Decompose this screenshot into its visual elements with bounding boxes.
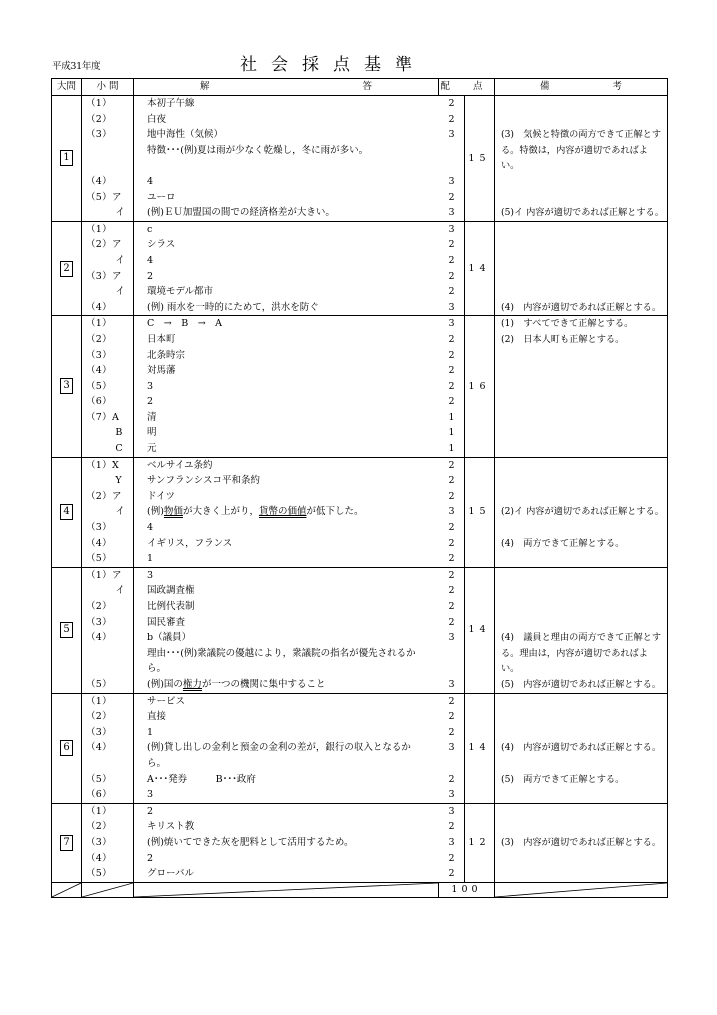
answer: 3 bbox=[147, 569, 154, 581]
year-label: 平成31年度 bbox=[52, 61, 101, 72]
table-row bbox=[52, 835, 668, 851]
answer: 4 bbox=[147, 175, 154, 187]
remark bbox=[495, 803, 668, 819]
answer: 2 bbox=[147, 270, 154, 282]
underlined-term: 権力 bbox=[182, 678, 202, 690]
answer: (例) 雨水を一時的にためて，洪水を防ぐ bbox=[134, 300, 439, 316]
remark bbox=[495, 709, 668, 725]
points: 2 bbox=[439, 551, 465, 567]
sub-question: （2）ア bbox=[82, 489, 134, 505]
sub-question: （6） bbox=[82, 394, 134, 410]
points: 3 bbox=[439, 127, 465, 143]
table-row bbox=[52, 174, 668, 190]
answer: b（議員） bbox=[147, 632, 192, 644]
points: 3 bbox=[439, 835, 465, 851]
remark bbox=[495, 851, 668, 867]
answer: 明 bbox=[147, 427, 157, 439]
question-group-number bbox=[52, 96, 82, 222]
answer: c bbox=[147, 223, 153, 235]
table-row bbox=[52, 284, 668, 300]
answer-text: (例) bbox=[147, 506, 164, 518]
group-total: 12 bbox=[465, 803, 495, 882]
points: 2 bbox=[439, 237, 465, 253]
sub-question: イ bbox=[82, 253, 134, 269]
table-row bbox=[52, 819, 668, 835]
answer: ドイツ bbox=[147, 490, 176, 502]
table-row bbox=[52, 316, 668, 332]
sub-question: （7）A bbox=[82, 410, 134, 426]
remark bbox=[495, 425, 668, 441]
points: 2 bbox=[439, 772, 465, 788]
points: 2 bbox=[439, 583, 465, 599]
remark: (4) 議員と理由の両方できて正解とする。理由は，内容が適切であればよい。 bbox=[495, 630, 668, 677]
answer: 清 bbox=[147, 411, 157, 423]
answer: サンフランシスコ平和条約 bbox=[147, 475, 261, 487]
points: 2 bbox=[439, 489, 465, 505]
group-total: 15 bbox=[465, 457, 495, 567]
table-row bbox=[52, 866, 668, 882]
answer: 元 bbox=[134, 441, 439, 457]
remark bbox=[495, 284, 668, 300]
sub-question: （2） bbox=[82, 332, 134, 348]
group-total: 14 bbox=[465, 221, 495, 316]
answer: (例)ＥＵ加盟国の間での経済格差が大きい。 bbox=[134, 205, 439, 221]
remark bbox=[495, 551, 668, 567]
answer: 3 bbox=[134, 787, 439, 803]
sub-question: （4） bbox=[82, 174, 134, 190]
table-row bbox=[52, 190, 668, 206]
points bbox=[439, 158, 465, 174]
points: 3 bbox=[439, 316, 465, 332]
remark: (2) 日本人町も正解とする。 bbox=[495, 332, 668, 348]
table-row bbox=[52, 709, 668, 725]
question-number-box: 4 bbox=[60, 504, 73, 520]
answer: 1 bbox=[134, 551, 439, 567]
sub-question bbox=[82, 143, 134, 159]
sub-question: B bbox=[82, 425, 134, 441]
remark bbox=[495, 725, 668, 741]
answer: (例)焼いてできた灰を肥料として活用するため。 bbox=[147, 836, 354, 848]
points bbox=[439, 143, 465, 159]
table-row bbox=[52, 787, 668, 803]
remark bbox=[495, 866, 668, 882]
sub-question: （1）ア bbox=[82, 567, 134, 583]
header-sho: 小 問 bbox=[82, 79, 134, 96]
table-row bbox=[52, 205, 668, 221]
answer: 白夜 bbox=[147, 113, 167, 125]
answer: 特徴･･･(例)夏は雨が少なく乾燥し，冬に雨が多い。 bbox=[147, 144, 369, 156]
points: 2 bbox=[439, 709, 465, 725]
answer: 3 bbox=[147, 380, 154, 392]
table-row bbox=[52, 269, 668, 285]
answer: 2 bbox=[147, 396, 154, 408]
points: 2 bbox=[439, 819, 465, 835]
remark: (1) すべてできて正解とする。 bbox=[495, 316, 668, 332]
sub-question bbox=[82, 646, 134, 662]
group-total: 14 bbox=[465, 567, 495, 693]
answer: 国民審査 bbox=[147, 616, 186, 628]
remark bbox=[495, 410, 668, 426]
group-total: 15 bbox=[465, 96, 495, 222]
sub-question bbox=[82, 158, 134, 174]
sub-question: （5） bbox=[82, 866, 134, 882]
answer: 4 bbox=[147, 254, 154, 266]
answer: サービス bbox=[147, 695, 186, 707]
summary-blank-ans bbox=[134, 882, 439, 897]
question-group-number bbox=[52, 803, 82, 882]
header-row bbox=[52, 79, 668, 96]
answer: ユーロ bbox=[147, 191, 176, 203]
sub-question: （3） bbox=[82, 835, 134, 851]
question-number-box: 6 bbox=[60, 740, 73, 756]
points: 2 bbox=[439, 269, 465, 285]
header-rem: 備 考 bbox=[495, 79, 668, 96]
table-row bbox=[52, 96, 668, 112]
answer: シラス bbox=[147, 239, 176, 251]
answer: 環境モデル都市 bbox=[147, 286, 214, 298]
remark: (2)イ 内容が適切であれば正解とする。 bbox=[495, 504, 668, 520]
remark bbox=[495, 190, 668, 206]
points: 3 bbox=[439, 300, 465, 316]
answer bbox=[134, 677, 439, 693]
header-pts: 配 点 bbox=[439, 79, 495, 96]
question-group-number bbox=[52, 221, 82, 316]
points: 2 bbox=[439, 866, 465, 882]
sub-question: （4） bbox=[82, 300, 134, 316]
remark bbox=[495, 253, 668, 269]
answer-text: が一つの機関に集中すること bbox=[201, 678, 326, 690]
points: 2 bbox=[439, 693, 465, 709]
table-row bbox=[52, 112, 668, 128]
points: 3 bbox=[439, 787, 465, 803]
table-row bbox=[52, 740, 668, 756]
points: 2 bbox=[439, 599, 465, 615]
answer bbox=[134, 504, 439, 520]
page-title: 社会採点基準 bbox=[240, 55, 426, 75]
points: 2 bbox=[439, 567, 465, 583]
sub-question: （2） bbox=[82, 819, 134, 835]
sub-question: （4） bbox=[82, 536, 134, 552]
table-row bbox=[52, 237, 668, 253]
remark: (5) 内容が適切であれば正解とする。 bbox=[495, 677, 668, 693]
points: 2 bbox=[439, 112, 465, 128]
summary-blank-sho bbox=[82, 882, 134, 897]
sub-question: （3）ア bbox=[82, 269, 134, 285]
points: 2 bbox=[439, 363, 465, 379]
sub-question: Y bbox=[82, 473, 134, 489]
table-row bbox=[52, 221, 668, 237]
points: 1 bbox=[439, 425, 465, 441]
remark: (4) 内容が適切であれば正解とする。 bbox=[495, 300, 668, 316]
summary-blank-rem bbox=[495, 882, 668, 897]
answer: 1 bbox=[147, 726, 154, 738]
answer: 地中海性（気候） bbox=[147, 129, 224, 141]
remark bbox=[495, 269, 668, 285]
remark bbox=[495, 112, 668, 128]
table-row bbox=[52, 457, 668, 473]
points: 2 bbox=[439, 96, 465, 112]
sub-question: （4） bbox=[82, 630, 134, 646]
remark: (5)イ 内容が適切であれば正解とする。 bbox=[495, 205, 668, 221]
sub-question: （3） bbox=[82, 520, 134, 536]
sub-question: （3） bbox=[82, 615, 134, 631]
remark bbox=[495, 599, 668, 615]
remark: (5) 両方できて正解とする。 bbox=[495, 772, 668, 788]
answer: C → B → A bbox=[147, 318, 223, 330]
sub-question: イ bbox=[82, 583, 134, 599]
answer-text: (例)国の bbox=[147, 678, 183, 690]
sub-question: （3） bbox=[82, 725, 134, 741]
table-row bbox=[52, 300, 668, 316]
remark bbox=[495, 615, 668, 631]
table-row bbox=[52, 630, 668, 646]
group-total: 16 bbox=[465, 316, 495, 457]
remark bbox=[495, 489, 668, 505]
answer: 本初子午線 bbox=[147, 98, 195, 109]
remark bbox=[495, 756, 668, 772]
remark: (4) 内容が適切であれば正解とする。 bbox=[495, 740, 668, 756]
sub-question: （4） bbox=[82, 363, 134, 379]
answer: ベルサイユ条約 bbox=[147, 459, 213, 471]
answer: 日本町 bbox=[147, 333, 176, 345]
remark bbox=[495, 819, 668, 835]
points bbox=[439, 661, 465, 677]
grand-total: 100 bbox=[439, 882, 495, 897]
remark bbox=[495, 693, 668, 709]
answer: イギリス，フランス bbox=[147, 537, 233, 549]
remark bbox=[495, 473, 668, 489]
remark bbox=[495, 441, 668, 457]
points: 3 bbox=[439, 221, 465, 237]
table-row bbox=[52, 599, 668, 615]
points: 2 bbox=[439, 615, 465, 631]
question-number-box: 3 bbox=[60, 378, 73, 394]
sub-question: （6） bbox=[82, 787, 134, 803]
table-row bbox=[52, 394, 668, 410]
table-row bbox=[52, 520, 668, 536]
sub-question: イ bbox=[82, 284, 134, 300]
points: 2 bbox=[439, 284, 465, 300]
points: 2 bbox=[439, 379, 465, 395]
points: 3 bbox=[439, 504, 465, 520]
table-row bbox=[52, 441, 668, 457]
table-row bbox=[52, 851, 668, 867]
table-row bbox=[52, 489, 668, 505]
points bbox=[439, 646, 465, 662]
points: 1 bbox=[439, 410, 465, 426]
sub-question: （5） bbox=[82, 379, 134, 395]
points: 2 bbox=[439, 190, 465, 206]
table-row bbox=[52, 363, 668, 379]
sub-question: （1） bbox=[82, 803, 134, 819]
summary-row bbox=[52, 882, 668, 897]
underlined-term: 貨幣の価値 bbox=[258, 506, 307, 518]
remark bbox=[495, 567, 668, 583]
points: 2 bbox=[439, 473, 465, 489]
sub-question: （2）ア bbox=[82, 237, 134, 253]
table-row bbox=[52, 725, 668, 741]
question-number-box: 1 bbox=[60, 150, 73, 166]
table-row bbox=[52, 615, 668, 631]
sub-question: （1） bbox=[82, 221, 134, 237]
points: 3 bbox=[439, 677, 465, 693]
points: 2 bbox=[439, 725, 465, 741]
sub-question: （5） bbox=[82, 772, 134, 788]
answer: 理由･･･(例)衆議院の優越により，衆議院の指名が優先されるから。 bbox=[147, 647, 416, 675]
sub-question: （4） bbox=[82, 740, 134, 756]
table-row bbox=[52, 332, 668, 348]
remark bbox=[495, 787, 668, 803]
answer: A･･･発券 B･･･政府 bbox=[147, 773, 256, 785]
group-total: 14 bbox=[465, 693, 495, 803]
remark bbox=[495, 237, 668, 253]
sub-question: （2） bbox=[82, 112, 134, 128]
points: 2 bbox=[439, 851, 465, 867]
sub-question bbox=[82, 661, 134, 677]
points: 3 bbox=[439, 740, 465, 756]
table-row bbox=[52, 379, 668, 395]
question-number-box: 7 bbox=[60, 835, 73, 851]
answer: 国政調査権 bbox=[147, 585, 195, 597]
answer: 対馬藩 bbox=[147, 365, 176, 377]
remark bbox=[495, 520, 668, 536]
sub-question: （3） bbox=[82, 348, 134, 364]
points: 2 bbox=[439, 457, 465, 473]
underlined-term: 物価 bbox=[163, 506, 183, 518]
answer: 2 bbox=[147, 805, 154, 817]
remark bbox=[495, 96, 668, 112]
answer: (例)貸し出しの金利と預金の金利の差が，銀行の収入となるから。 bbox=[147, 742, 411, 769]
remark: (3) 内容が適切であれば正解とする。 bbox=[495, 835, 668, 851]
table-row bbox=[52, 410, 668, 426]
table-row bbox=[52, 551, 668, 567]
points: 1 bbox=[439, 441, 465, 457]
answer bbox=[134, 158, 439, 174]
table-row bbox=[52, 425, 668, 441]
table-row bbox=[52, 504, 668, 520]
question-group-number bbox=[52, 693, 82, 803]
answer: 比例代表制 bbox=[147, 601, 195, 612]
remark bbox=[495, 379, 668, 395]
summary-blank-dai bbox=[52, 882, 82, 897]
sub-question: （3） bbox=[82, 127, 134, 143]
remark bbox=[495, 174, 668, 190]
answer: キリスト教 bbox=[147, 821, 195, 833]
sub-question: （4） bbox=[82, 851, 134, 867]
table-row bbox=[52, 583, 668, 599]
question-number-box: 2 bbox=[60, 261, 73, 277]
sub-question bbox=[82, 756, 134, 772]
table-row bbox=[52, 677, 668, 693]
sub-question: （5） bbox=[82, 677, 134, 693]
remark bbox=[495, 363, 668, 379]
question-group-number bbox=[52, 457, 82, 567]
answer: グローバル bbox=[134, 866, 439, 882]
remark: (3) 気候と特徴の両方できて正解とする。特徴は，内容が適切であればよい。 bbox=[495, 127, 668, 174]
grading-table bbox=[51, 78, 668, 898]
sub-question: イ bbox=[82, 205, 134, 221]
points: 2 bbox=[439, 394, 465, 410]
remark bbox=[495, 457, 668, 473]
remark: (4) 両方できて正解とする。 bbox=[495, 536, 668, 552]
sub-question: （1） bbox=[82, 693, 134, 709]
table-row bbox=[52, 693, 668, 709]
sub-question: （5）ア bbox=[82, 190, 134, 206]
table-row bbox=[52, 536, 668, 552]
sub-question: （5） bbox=[82, 551, 134, 567]
table-row bbox=[52, 567, 668, 583]
remark bbox=[495, 348, 668, 364]
table-row bbox=[52, 803, 668, 819]
answer: 2 bbox=[147, 852, 154, 864]
sub-question: （1） bbox=[82, 96, 134, 112]
sub-question: （1）X bbox=[82, 457, 134, 473]
answer-text: が低下した。 bbox=[306, 506, 364, 518]
remark bbox=[495, 394, 668, 410]
remark bbox=[495, 221, 668, 237]
question-group-number bbox=[52, 567, 82, 693]
points: 2 bbox=[439, 332, 465, 348]
remark bbox=[495, 583, 668, 599]
answer: 4 bbox=[147, 522, 154, 534]
answer: 北条時宗 bbox=[147, 349, 186, 361]
points: 2 bbox=[439, 253, 465, 269]
header-ans: 解 答 bbox=[134, 79, 439, 96]
table-row bbox=[52, 772, 668, 788]
points: 3 bbox=[439, 630, 465, 646]
sub-question: （1） bbox=[82, 316, 134, 332]
sub-question: イ bbox=[82, 504, 134, 520]
table-row bbox=[52, 253, 668, 269]
sub-question: C bbox=[82, 441, 134, 457]
table-row bbox=[52, 127, 668, 143]
points: 3 bbox=[439, 803, 465, 819]
table-row bbox=[52, 473, 668, 489]
points: 3 bbox=[439, 174, 465, 190]
answer: 直接 bbox=[147, 711, 167, 723]
sub-question: （2） bbox=[82, 709, 134, 725]
points bbox=[439, 756, 465, 772]
sub-question: （2） bbox=[82, 599, 134, 615]
answer-text: が大きく上がり， bbox=[182, 506, 259, 518]
table-row bbox=[52, 348, 668, 364]
question-group-number bbox=[52, 316, 82, 457]
points: 2 bbox=[439, 536, 465, 552]
points: 2 bbox=[439, 348, 465, 364]
points: 2 bbox=[439, 520, 465, 536]
header-dai: 大問 bbox=[52, 79, 82, 96]
points: 3 bbox=[439, 205, 465, 221]
question-number-box: 5 bbox=[60, 622, 73, 638]
